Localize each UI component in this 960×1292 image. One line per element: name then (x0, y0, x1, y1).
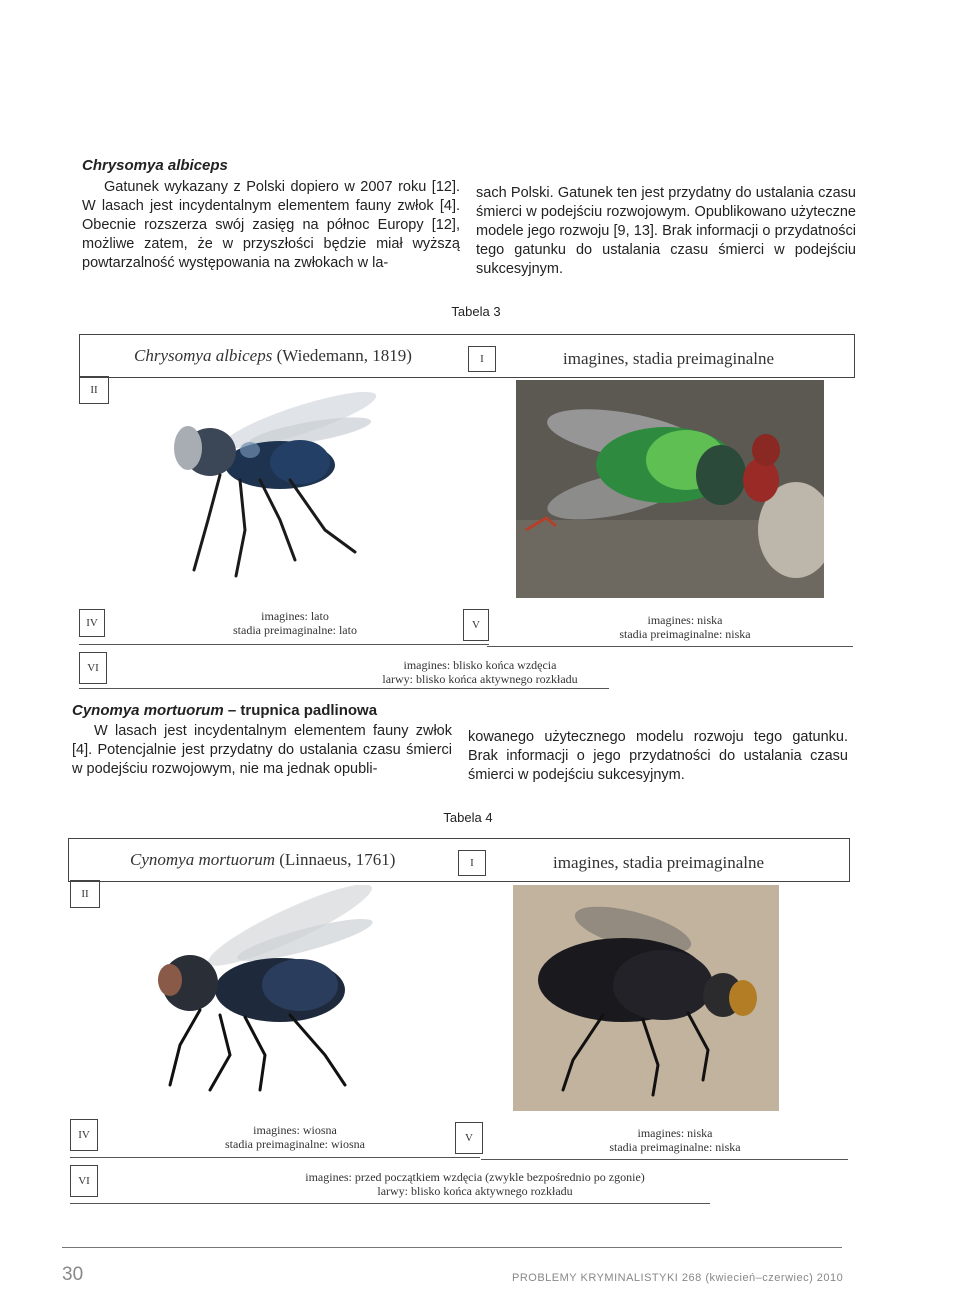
table4-vi-cell (240, 1170, 710, 1198)
section1-right-paragraph: sach Polski. Gatunek ten jest przydatny do ustalania czasu śmierci w podejściu rozwojowym. Opublikowano użyteczne modele jego rozwoju [9, 13]. Brak informacji o przydatności tego gatunku do ustalania czasu śmierci w podejściu sukcesyjnym. (476, 185, 856, 277)
photo-cynomya-on-gravel (513, 885, 779, 1111)
table3-title: Tabela 3 (451, 304, 501, 319)
table3-label-II: II (79, 376, 109, 404)
table4-vi-line2: larwy: blisko końca aktywnego rozkładu (377, 1184, 573, 1198)
table3-v-line2: stadia preimaginalne: niska (619, 627, 751, 641)
table3-iv-divider (79, 644, 489, 645)
table3-v-cell (560, 613, 810, 641)
table3-iv-line1: imagines: lato (261, 609, 329, 623)
table4-v-line1: imagines: niska (637, 1126, 713, 1140)
table4-iv-line1: imagines: wiosna (253, 1123, 337, 1137)
table4-v-line2: stadia preimaginalne: niska (609, 1140, 741, 1154)
page-number: 30 (62, 1264, 84, 1285)
table3-label-I: I (468, 346, 496, 372)
cynomya-heading-latin: Cynomya mortuorum (72, 702, 224, 719)
table4-title: Tabela 4 (443, 810, 493, 825)
fly-side-view-image (150, 380, 382, 588)
table4-v-divider (481, 1159, 848, 1160)
table4-iv-divider (70, 1157, 480, 1158)
table3-species-author: (Wiedemann, 1819) (272, 346, 412, 365)
table3-label-V: V (463, 609, 489, 641)
fly-side-view-image (140, 885, 382, 1095)
journal-footer: PROBLEMY KRYMINALISTYKI 268 (kwiecień–czerwiec) 2010 (512, 1272, 844, 1284)
table4-vi-line1: imagines: przed początkiem wzdęcia (zwykle bezpośrednio po zgonie) (305, 1170, 645, 1184)
table4-species-latin: Cynomya mortuorum (130, 850, 275, 869)
section2-right-paragraph: kowanego użytecznego modelu rozwoju tego gatunku. Brak informacji o jego przydatności do ustalania czasu śmierci w podejściu sukcesyjnym. (468, 729, 848, 783)
table3-label-IV: IV (79, 609, 105, 637)
table3-vi-line1: imagines: blisko końca wzdęcia (403, 658, 557, 672)
table4-vi-divider (70, 1203, 710, 1204)
table4-label-II: II (70, 880, 100, 908)
fly-on-gravel-image (513, 885, 779, 1111)
photo-chrysomya-top-view (516, 380, 824, 598)
table4-species-author: (Linnaeus, 1761) (274, 850, 396, 869)
species-heading-chrysomya: Chrysomya albiceps (82, 157, 228, 174)
table3-iv-cell (180, 609, 410, 637)
table4-stages: imagines, stadia preimaginalne (553, 853, 765, 872)
photo-chrysomya-side-view (150, 380, 382, 588)
section2-left-paragraph: W lasach jest incydentalnym elementem fauny zwłok [4]. Potencjalnie jest przydatny do ustalania czasu śmierci w podejściu rozwojowym, nie ma jednak opubli- (72, 723, 452, 777)
table4-iv-cell (170, 1123, 420, 1151)
table3-vi-divider (79, 688, 609, 689)
table4-label-IV: IV (70, 1119, 98, 1151)
table3-v-divider (487, 646, 853, 647)
fly-top-view-image (516, 380, 824, 598)
table4-label-VI: VI (70, 1165, 98, 1197)
section1-left-paragraph: Gatunek wykazany z Polski dopiero w 2007 roku [12]. W lasach jest incydentalnym elementem fauny zwłok [4]. Obecnie rozszerza swój zasięg na północ Europy [12], możliwe zatem, że w przyszłości będzie miał wyższą powtarzalność występowania na zwłokach w la- (82, 179, 460, 271)
species-heading-cynomya (72, 702, 377, 719)
table4-iv-line2: stadia preimaginalne: wiosna (225, 1137, 365, 1151)
table4-species-name (130, 850, 395, 870)
table3-stages: imagines, stadia preimaginalne (563, 349, 775, 368)
table3-vi-cell (300, 658, 660, 686)
table3-v-line1: imagines: niska (647, 613, 723, 627)
table3-iv-line2: stadia preimaginalne: lato (233, 623, 357, 637)
cynomya-heading-suffix: – trupnica padlinowa (223, 702, 378, 719)
table3-vi-line2: larwy: blisko końca aktywnego rozkładu (382, 672, 578, 686)
table4-label-V: V (455, 1122, 483, 1154)
footer-rule (62, 1247, 842, 1248)
table3-label-VI: VI (79, 652, 107, 684)
table3-species-name (134, 346, 412, 366)
table4-v-cell (550, 1126, 800, 1154)
table4-label-I: I (458, 850, 486, 876)
table3-species-latin: Chrysomya albiceps (134, 346, 273, 365)
photo-cynomya-side-view (140, 885, 382, 1095)
